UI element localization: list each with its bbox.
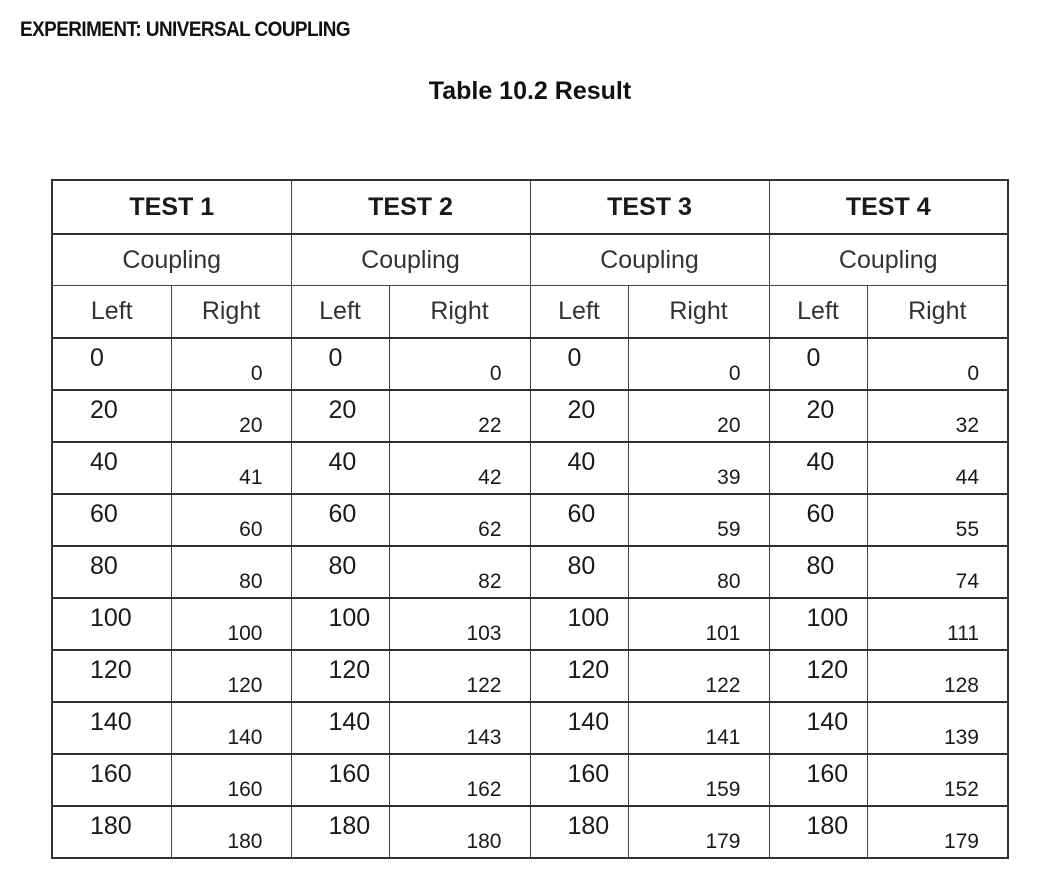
test-3-left-value-cell <box>530 650 628 702</box>
test-3-left-value-cell <box>530 390 628 442</box>
left-value: 40 <box>806 448 835 476</box>
test-1-left-value-cell <box>52 702 171 754</box>
table-row <box>52 494 1008 546</box>
right-value: 140 <box>227 726 263 749</box>
right-value: 22 <box>478 414 502 437</box>
test-4-left-value-cell <box>769 806 867 858</box>
test-2-left-value-cell <box>291 598 389 650</box>
test-3-left-value-cell <box>530 754 628 806</box>
left-value: 180 <box>90 812 132 840</box>
coupling-header-row <box>52 234 1008 286</box>
test-3-left-header: Left <box>530 286 628 339</box>
test-3-coupling-label: Coupling <box>530 234 769 286</box>
left-value: 0 <box>806 344 821 372</box>
test-4-left-value-cell <box>769 390 867 442</box>
test-3-left-value-cell <box>530 546 628 598</box>
table-row <box>52 754 1008 806</box>
test-3-right-value-cell <box>628 754 769 806</box>
test-2-right-value-cell <box>389 754 530 806</box>
test-4-right-value-cell <box>867 546 1008 598</box>
left-value: 20 <box>90 396 118 424</box>
left-value: 60 <box>328 500 357 528</box>
right-value: 60 <box>239 518 263 541</box>
test-4-left-value-cell <box>769 598 867 650</box>
right-value: 122 <box>705 674 741 697</box>
right-value: 20 <box>717 414 741 437</box>
test-4-left-value-cell <box>769 338 867 390</box>
left-value: 60 <box>90 500 118 528</box>
test-4-right-value-cell <box>867 806 1008 858</box>
left-value: 40 <box>328 448 357 476</box>
test-4-right-value-cell <box>867 494 1008 546</box>
test-4-left-value-cell <box>769 702 867 754</box>
test-2-right-value-cell <box>389 806 530 858</box>
test-2-left-value-cell <box>291 338 389 390</box>
right-value: 0 <box>250 362 263 385</box>
right-value: 143 <box>466 726 502 749</box>
test-2-coupling-label: Coupling <box>291 234 530 286</box>
right-value: 0 <box>489 362 502 385</box>
test-1-right-value-cell <box>171 702 291 754</box>
test-3-right-value-cell <box>628 390 769 442</box>
test-1-right-value-cell <box>171 494 291 546</box>
test-2-right-value-cell <box>389 442 530 494</box>
right-value: 32 <box>955 414 979 437</box>
right-value: 55 <box>955 518 979 541</box>
left-value: 160 <box>806 760 849 788</box>
left-value: 160 <box>90 760 132 788</box>
test-1-left-value-cell <box>52 598 171 650</box>
left-value: 140 <box>90 708 132 736</box>
right-value: 159 <box>705 778 741 801</box>
right-value: 20 <box>239 414 263 437</box>
test-2-left-value-cell <box>291 754 389 806</box>
right-value: 160 <box>227 778 263 801</box>
test-4-right-value-cell <box>867 338 1008 390</box>
left-value: 160 <box>567 760 610 788</box>
test-3-left-value-cell <box>530 494 628 546</box>
right-value: 103 <box>466 622 502 645</box>
left-value: 40 <box>567 448 596 476</box>
right-value: 0 <box>728 362 741 385</box>
test-4-left-header: Left <box>769 286 867 339</box>
test-2-left-value-cell <box>291 494 389 546</box>
table-row <box>52 598 1008 650</box>
left-value: 20 <box>806 396 835 424</box>
test-2-header: TEST 2 <box>291 180 530 234</box>
right-value: 120 <box>227 674 263 697</box>
left-value: 100 <box>90 604 132 632</box>
test-2-left-value-cell <box>291 806 389 858</box>
left-value: 20 <box>567 396 596 424</box>
test-2-right-value-cell <box>389 338 530 390</box>
right-value: 128 <box>943 674 979 697</box>
test-4-header: TEST 4 <box>769 180 1008 234</box>
test-2-right-value-cell <box>389 650 530 702</box>
test-3-left-value-cell <box>530 338 628 390</box>
table-row <box>52 390 1008 442</box>
test-4-right-value-cell <box>867 702 1008 754</box>
test-4-right-value-cell <box>867 442 1008 494</box>
table-row <box>52 338 1008 390</box>
left-value: 100 <box>567 604 610 632</box>
test-3-right-value-cell <box>628 494 769 546</box>
test-1-left-value-cell <box>52 650 171 702</box>
test-1-left-value-cell <box>52 546 171 598</box>
left-value: 80 <box>806 552 835 580</box>
test-2-left-value-cell <box>291 442 389 494</box>
right-value: 0 <box>967 362 979 385</box>
right-value: 141 <box>705 726 741 749</box>
right-value: 74 <box>955 570 979 593</box>
left-value: 60 <box>806 500 835 528</box>
right-value: 101 <box>705 622 741 645</box>
left-value: 120 <box>567 656 610 684</box>
table-caption: Table 10.2 Result <box>428 77 632 105</box>
test-3-right-value-cell <box>628 338 769 390</box>
left-right-header-row <box>52 286 1008 339</box>
result-table <box>51 179 1009 859</box>
test-header-row <box>52 180 1008 234</box>
right-value: 82 <box>478 570 502 593</box>
test-4-left-value-cell <box>769 442 867 494</box>
right-value: 139 <box>943 726 979 749</box>
test-4-right-value-cell <box>867 390 1008 442</box>
test-4-left-value-cell <box>769 650 867 702</box>
right-value: 162 <box>466 778 502 801</box>
right-value: 39 <box>717 466 741 489</box>
test-2-left-value-cell <box>291 390 389 442</box>
test-3-right-value-cell <box>628 598 769 650</box>
left-value: 100 <box>328 604 371 632</box>
right-value: 179 <box>705 830 741 853</box>
test-2-left-header: Left <box>291 286 389 339</box>
right-value: 180 <box>466 830 502 853</box>
test-1-left-value-cell <box>52 754 171 806</box>
right-value: 44 <box>955 466 979 489</box>
left-value: 100 <box>806 604 849 632</box>
test-1-right-value-cell <box>171 546 291 598</box>
test-1-left-value-cell <box>52 442 171 494</box>
test-2-right-header: Right <box>389 286 530 339</box>
test-1-left-value-cell <box>52 338 171 390</box>
right-value: 41 <box>239 466 263 489</box>
left-value: 80 <box>90 552 118 580</box>
test-4-right-value-cell <box>867 754 1008 806</box>
test-3-right-value-cell <box>628 442 769 494</box>
test-3-left-value-cell <box>530 598 628 650</box>
test-2-right-value-cell <box>389 494 530 546</box>
right-value: 111 <box>947 622 979 645</box>
left-value: 140 <box>328 708 371 736</box>
test-1-left-value-cell <box>52 806 171 858</box>
test-1-coupling-label: Coupling <box>52 234 291 286</box>
test-1-right-header: Right <box>171 286 291 339</box>
left-value: 0 <box>567 344 582 372</box>
left-value: 0 <box>328 344 343 372</box>
right-value: 80 <box>239 570 263 593</box>
left-value: 80 <box>567 552 596 580</box>
test-2-right-value-cell <box>389 546 530 598</box>
test-2-left-value-cell <box>291 650 389 702</box>
test-3-right-value-cell <box>628 650 769 702</box>
test-1-left-value-cell <box>52 390 171 442</box>
left-value: 60 <box>567 500 596 528</box>
test-1-right-value-cell <box>171 806 291 858</box>
right-value: 122 <box>466 674 502 697</box>
left-value: 180 <box>328 812 371 840</box>
left-value: 180 <box>567 812 610 840</box>
left-value: 120 <box>90 656 132 684</box>
table-row <box>52 546 1008 598</box>
document-heading: EXPERIMENT: UNIVERSAL COUPLING <box>20 18 350 41</box>
test-1-right-value-cell <box>171 598 291 650</box>
test-3-right-value-cell <box>628 546 769 598</box>
left-value: 80 <box>328 552 357 580</box>
left-value: 140 <box>567 708 610 736</box>
test-4-coupling-label: Coupling <box>769 234 1008 286</box>
left-value: 20 <box>328 396 357 424</box>
left-value: 120 <box>806 656 849 684</box>
test-1-left-header: Left <box>52 286 171 339</box>
test-3-left-value-cell <box>530 702 628 754</box>
left-value: 140 <box>806 708 849 736</box>
table-row <box>52 806 1008 858</box>
table-row <box>52 442 1008 494</box>
test-3-right-value-cell <box>628 702 769 754</box>
right-value: 80 <box>717 570 741 593</box>
test-1-right-value-cell <box>171 754 291 806</box>
test-2-right-value-cell <box>389 390 530 442</box>
test-2-right-value-cell <box>389 702 530 754</box>
right-value: 100 <box>227 622 263 645</box>
test-4-left-value-cell <box>769 494 867 546</box>
test-3-right-value-cell <box>628 806 769 858</box>
right-value: 179 <box>943 830 979 853</box>
test-1-right-value-cell <box>171 650 291 702</box>
test-2-left-value-cell <box>291 702 389 754</box>
test-3-right-header: Right <box>628 286 769 339</box>
right-value: 180 <box>227 830 263 853</box>
test-4-right-value-cell <box>867 650 1008 702</box>
test-1-right-value-cell <box>171 442 291 494</box>
test-4-right-header: Right <box>867 286 1008 339</box>
test-4-left-value-cell <box>769 754 867 806</box>
test-4-left-value-cell <box>769 546 867 598</box>
right-value: 59 <box>717 518 741 541</box>
test-4-right-value-cell <box>867 598 1008 650</box>
table-row <box>52 702 1008 754</box>
test-3-left-value-cell <box>530 442 628 494</box>
right-value: 152 <box>943 778 979 801</box>
test-2-right-value-cell <box>389 598 530 650</box>
test-1-header: TEST 1 <box>52 180 291 234</box>
test-3-left-value-cell <box>530 806 628 858</box>
right-value: 42 <box>478 466 502 489</box>
left-value: 0 <box>90 344 104 372</box>
test-2-left-value-cell <box>291 546 389 598</box>
table-row <box>52 650 1008 702</box>
right-value: 62 <box>478 518 502 541</box>
test-1-left-value-cell <box>52 494 171 546</box>
test-1-right-value-cell <box>171 338 291 390</box>
left-value: 160 <box>328 760 371 788</box>
test-3-header: TEST 3 <box>530 180 769 234</box>
left-value: 180 <box>806 812 849 840</box>
left-value: 120 <box>328 656 371 684</box>
test-1-right-value-cell <box>171 390 291 442</box>
left-value: 40 <box>90 448 118 476</box>
